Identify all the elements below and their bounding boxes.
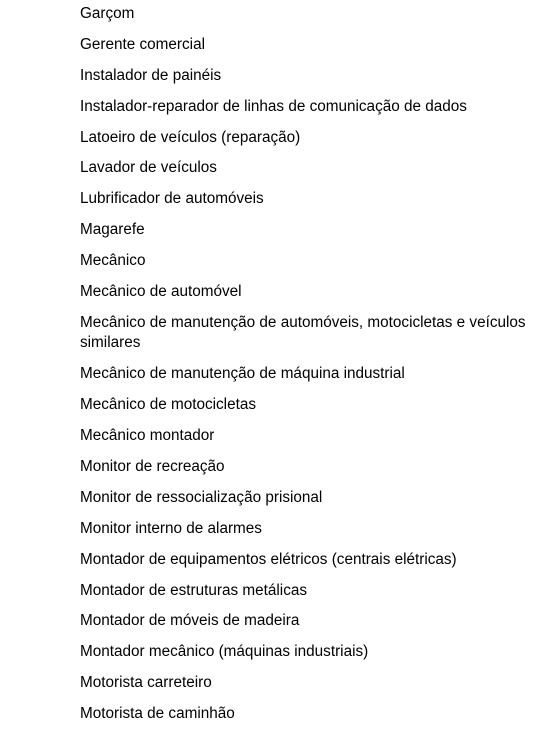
list-item: Lubrificador de automóveis	[80, 190, 264, 208]
list-item: Mecânico de automóvel	[80, 283, 242, 301]
list-item: Mecânico montador	[80, 427, 215, 445]
list-item: Mecânico de manutenção de máquina industrial	[80, 365, 405, 383]
list-item: Magarefe	[80, 221, 145, 239]
list-item: Motorista carreteiro	[80, 674, 212, 692]
list-item: Mecânico	[80, 252, 146, 270]
list-item: Instalador de painéis	[80, 66, 222, 84]
list-item: Instalador-reparador de linhas de comunicação de dados	[80, 97, 467, 115]
list-item: Mecânico de motocicletas	[80, 396, 256, 414]
list-item: Montador de estruturas metálicas	[80, 581, 308, 599]
list-item: Gerente comercial	[80, 35, 205, 53]
list-item: Monitor interno de alarmes	[80, 519, 262, 537]
list-item: Mecânico de manutenção de automóveis, motocicletas e veículos similares	[80, 313, 526, 352]
occupation-list	[80, 4, 550, 735]
list-item: Montador mecânico (máquinas industriais)	[80, 643, 369, 661]
list-item: Montador de equipamentos elétricos (centrais elétricas)	[80, 550, 457, 568]
list-item: Lavador de veículos	[80, 159, 217, 177]
list-item: Monitor de recreação	[80, 457, 225, 475]
list-item: Monitor de ressocialização prisional	[80, 488, 323, 506]
list-item: Garçom	[80, 5, 135, 22]
list-item: Motorista de caminhão	[80, 705, 235, 723]
list-item: Montador de móveis de madeira	[80, 612, 300, 630]
list-item: Latoeiro de veículos (reparação)	[80, 128, 301, 146]
